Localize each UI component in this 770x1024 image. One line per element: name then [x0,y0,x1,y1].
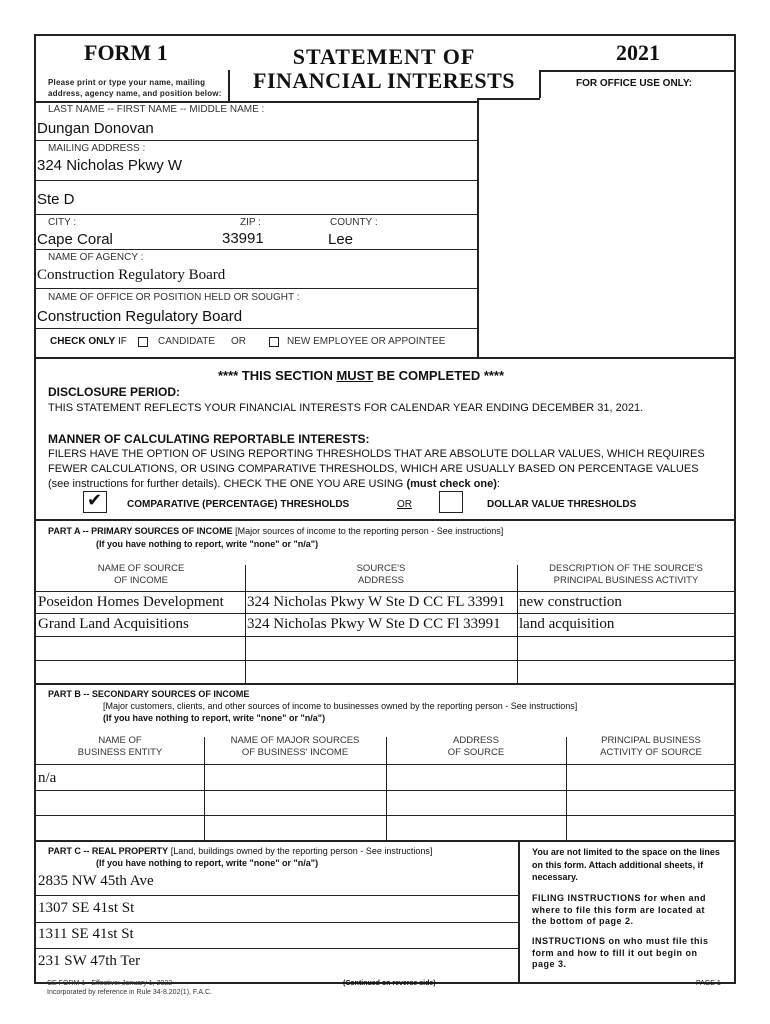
section-divider-part-a [36,519,736,521]
part-c-vline [518,841,520,982]
dollar-checkbox[interactable] [439,491,463,513]
part-a-hline-3 [36,660,736,661]
dollar-label: DOLLAR VALUE THRESHOLDS [487,499,637,510]
header-right-cap [478,98,540,100]
part-b-line-2: [Major customers, clients, and other sources of income to businesses owned by the reporting person - See instructions] [103,701,578,711]
manner-line-3 [48,478,500,490]
divider-address-2 [36,214,478,215]
part-b-col-sources-line-1: NAME OF MAJOR SOURCES [230,735,360,746]
part-b-col-activity-line-1: PRINCIPAL BUSINESS [601,735,701,746]
threshold-or-label: OR [397,499,412,510]
manner-heading: MANNER OF CALCULATING REPORTABLE INTERESTS: [48,432,370,446]
agency-label: NAME OF AGENCY : [48,252,144,263]
header-instruction-1: Please print or type your name, mailing [48,78,206,87]
part-a-col-activity-header [517,563,735,587]
part-a-col-name-line-2: OF INCOME [114,575,168,586]
part-a-col-activity-line-1: DESCRIPTION OF THE SOURCE'S [549,563,703,574]
part-a-row-2-activity[interactable]: land acquisition [519,616,615,632]
part-b-col-activity-header [566,735,736,759]
part-a-col-address-line-2: ADDRESS [358,575,404,586]
part-c-property-2[interactable]: 1307 SE 41st St [38,900,135,916]
part-c-property-1[interactable]: 2835 NW 45th Ave [38,873,154,889]
section-title-pre: **** THIS SECTION [218,368,337,383]
check-only-row [50,336,127,347]
manner-line-2: FEWER CALCULATIONS, OR USING COMPARATIVE THRESHOLDS, WHICH ARE USUALLY BASED ON PERCENTAGE VALUES [48,463,699,475]
part-c-hline-2 [36,922,519,923]
part-b-row-1-name[interactable]: n/a [38,770,57,786]
part-a-title-bold: PART A -- PRIMARY SOURCES OF INCOME [48,526,233,536]
divider-city [36,249,478,250]
part-b-vline-3 [566,737,567,841]
footer-rule-reference: Incorporated by reference in Rule 34-8.202(1), F.A.C. [47,989,212,996]
part-a-row-1-name[interactable]: Poseidon Homes Development [38,594,224,610]
mailing-address-1[interactable]: 324 Nicholas Pkwy W [37,157,183,174]
county-value[interactable]: Lee [328,231,354,248]
title-line-1: STATEMENT OF [292,44,476,69]
section-divider-part-c [36,840,736,842]
part-b-col-entity-line-2: BUSINESS ENTITY [77,747,163,758]
disclosure-period-text: THIS STATEMENT REFLECTS YOUR FINANCIAL INTERESTS FOR CALENDAR YEAR ENDING DECEMBER 31, 2021. [48,402,644,414]
county-label: COUNTY : [330,217,378,228]
new-employee-checkbox[interactable] [269,337,279,347]
part-c-property-3[interactable]: 1311 SE 41st St [38,926,134,942]
part-b-col-entity-header [36,735,204,759]
part-a-subtitle: (If you have nothing to report, write "none" or "n/a") [96,539,319,549]
manner-line-1: FILERS HAVE THE OPTION OF USING REPORTING THRESHOLDS THAT ARE ABSOLUTE DOLLAR VALUES, WHICH REQUIRES [48,448,705,460]
disclosure-period-heading: DISCLOSURE PERIOD: [48,385,181,399]
form-label: FORM 1 [84,40,168,65]
header-divider-left [228,70,230,102]
footer-form-effective: CE FORM 1 - Effective: January 1, 2022 [47,980,173,987]
section-title-post: BE COMPLETED **** [373,368,505,383]
part-a-hline-2 [36,636,736,637]
part-b-hline-header [36,764,736,765]
footer-page-number: PAGE 1 [696,980,721,987]
check-only-label: CHECK ONLY [50,336,116,347]
office-use-divider [477,98,479,358]
zip-label: ZIP : [240,217,261,228]
candidate-label: CANDIDATE [158,336,216,347]
part-a-row-2-name[interactable]: Grand Land Acquisitions [38,616,189,632]
position-label: NAME OF OFFICE OR POSITION HELD OR SOUGHT : [48,292,300,303]
check-mark-icon: ✔ [87,490,103,511]
divider-address-1 [36,180,478,181]
new-employee-label: NEW EMPLOYEE OR APPOINTEE [287,336,446,347]
section-divider-part-b [36,683,736,685]
part-b-title: PART B -- SECONDARY SOURCES OF INCOME [48,689,250,699]
office-use-label: FOR OFFICE USE ONLY: [576,78,693,89]
title-line-2: FINANCIAL INTERESTS [253,68,515,93]
manner-line-3-post: : [496,478,500,490]
part-b-col-entity-line-1: NAME OF [98,735,142,746]
city-value[interactable]: Cape Coral [37,231,113,248]
comparative-label: COMPARATIVE (PERCENTAGE) THRESHOLDS [127,499,350,510]
part-c-property-4[interactable]: 231 SW 47th Ter [38,953,141,969]
part-b-col-address-line-1: ADDRESS [453,735,499,746]
zip-value[interactable]: 33991 [222,230,264,247]
part-a-hline-header [36,591,736,592]
side-note-who-must-file: INSTRUCTIONS on who must file this form and how to fill it out begin on page 3. [532,936,709,969]
divider-position [36,328,478,329]
part-b-hline-2 [36,815,736,816]
header-bottom-left [36,101,229,103]
part-a-col-activity-line-2: PRINCIPAL BUSINESS ACTIVITY [553,575,699,586]
part-b-col-sources-header [204,735,386,759]
part-b-col-activity-line-2: ACTIVITY OF SOURCE [600,747,702,758]
part-c-hline-3 [36,948,519,949]
part-a-row-1-address[interactable]: 324 Nicholas Pkwy W Ste D CC FL 33991 [247,594,506,610]
section-divider-disclosure [36,357,736,359]
header-right-strip [539,70,735,72]
manner-line-3-pre: (see instructions for further details). CHECK THE ONE YOU ARE USING [48,478,407,490]
section-title-must: MUST [336,368,374,383]
part-a-col-name-line-1: NAME OF SOURCE [97,563,185,574]
footer-continued: (Continued on reverse side) [343,980,436,987]
name-label: LAST NAME -- FIRST NAME -- MIDDLE NAME : [48,104,265,115]
part-b-subtitle: (If you have nothing to report, write "none" or "n/a") [103,713,326,723]
part-a-title [48,526,503,536]
mailing-address-2[interactable]: Ste D [37,191,75,208]
part-a-row-1-activity[interactable]: new construction [519,594,622,610]
part-c-title-rest: [Land, buildings owned by the reporting person - See instructions] [168,846,433,856]
candidate-or-label: OR [231,336,246,347]
candidate-checkbox[interactable] [138,337,148,347]
manner-line-3-bold: (must check one) [406,478,497,490]
part-a-col-address-header [245,563,517,587]
part-b-col-address-line-2: OF SOURCE [447,747,505,758]
side-note-filing-instructions: FILING INSTRUCTIONS for when and where to file this form are located at the bottom of page 2. [532,893,706,926]
check-if-label: IF [117,336,127,347]
part-b-vline-2 [386,737,387,841]
divider-name [36,140,478,141]
mailing-label: MAILING ADDRESS : [48,143,146,154]
form-year: 2021 [616,40,660,65]
agency-value[interactable]: Construction Regulatory Board [37,267,226,283]
header-instruction-2: address, agency name, and position below: [48,89,222,98]
header-divider-right [539,70,541,98]
section-must-title [218,368,504,383]
part-c-title-bold: PART C -- REAL PROPERTY [48,846,169,856]
filer-name[interactable]: Dungan Donovan [37,120,154,137]
part-b-col-address-header [386,735,566,759]
position-value[interactable]: Construction Regulatory Board [37,308,243,325]
part-c-hline-1 [36,895,519,896]
part-b-hline-1 [36,790,736,791]
part-b-vline-1 [204,737,205,841]
side-note-extra-space: You are not limited to the space on the lines on this form. Attach additional sheets, if necessary. [532,847,720,882]
part-a-hline-1 [36,613,736,614]
part-a-col-name-header [36,563,246,587]
part-a-col-address-line-1: SOURCE'S [356,563,406,574]
city-label: CITY : [48,217,77,228]
part-a-row-2-address[interactable]: 324 Nicholas Pkwy W Ste D CC Fl 33991 [247,616,501,632]
header-bottom-mid [228,101,478,103]
part-a-title-rest: [Major sources of income to the reporting person - See instructions] [232,526,504,536]
part-c-subtitle: (If you have nothing to report, write "none" or "n/a") [96,858,319,868]
divider-agency [36,288,478,289]
part-a-vline-1 [245,565,246,684]
part-a-vline-2 [517,565,518,684]
part-b-col-sources-line-2: OF BUSINESS' INCOME [241,747,349,758]
part-c-title [48,846,432,856]
